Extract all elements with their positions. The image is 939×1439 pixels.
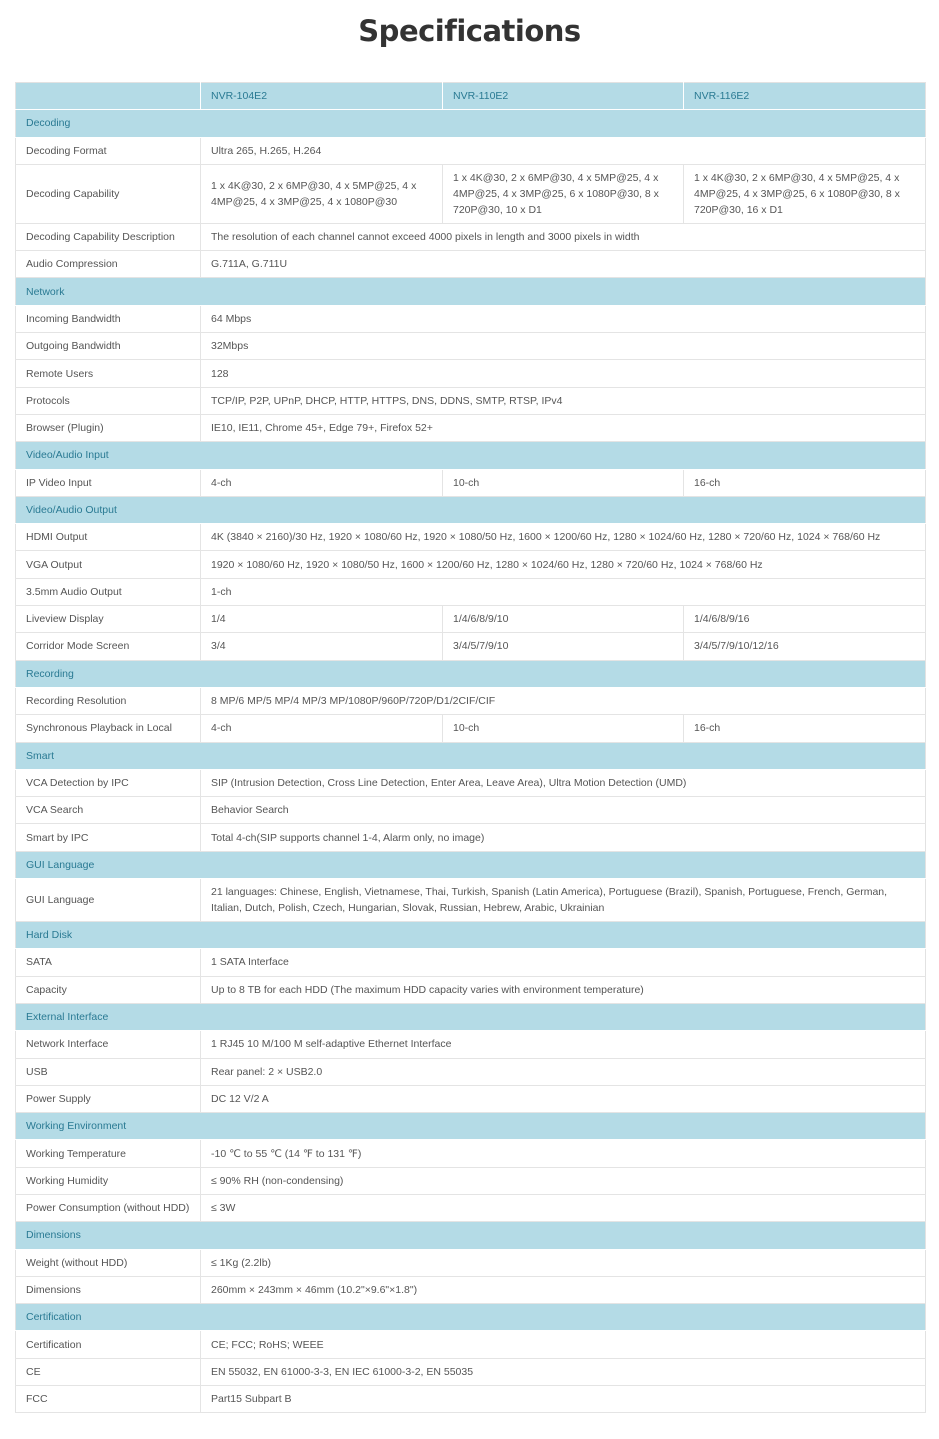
spec-label: Incoming Bandwidth bbox=[16, 305, 201, 332]
spec-row bbox=[16, 687, 926, 714]
spec-row bbox=[16, 387, 926, 414]
spec-row bbox=[16, 1140, 926, 1167]
section-header bbox=[16, 1003, 926, 1030]
spec-row bbox=[16, 976, 926, 1003]
section-title: Working Environment bbox=[16, 1113, 926, 1140]
spec-row bbox=[16, 578, 926, 605]
spec-label: Decoding Capability Description bbox=[16, 223, 201, 250]
spec-row bbox=[16, 1085, 926, 1112]
spec-label: Certification bbox=[16, 1331, 201, 1358]
spec-value: IE10, IE11, Chrome 45+, Edge 79+, Firefox 52+ bbox=[201, 414, 926, 441]
section-header bbox=[16, 110, 926, 137]
spec-value: CE; FCC; RoHS; WEEE bbox=[201, 1331, 926, 1358]
spec-value: G.711A, G.711U bbox=[201, 251, 926, 278]
spec-row bbox=[16, 524, 926, 551]
spec-label: Liveview Display bbox=[16, 606, 201, 633]
spec-label: Dimensions bbox=[16, 1276, 201, 1303]
section-title: Video/Audio Input bbox=[16, 442, 926, 469]
spec-value: 10-ch bbox=[443, 469, 684, 496]
spec-value: 1/4/6/8/9/16 bbox=[684, 606, 926, 633]
spec-label: FCC bbox=[16, 1386, 201, 1413]
section-title: Network bbox=[16, 278, 926, 305]
spec-row bbox=[16, 164, 926, 223]
spec-value: 4-ch bbox=[201, 715, 443, 742]
spec-value: Total 4-ch(SIP supports channel 1-4, Alarm only, no image) bbox=[201, 824, 926, 851]
section-header bbox=[16, 742, 926, 769]
section-header bbox=[16, 278, 926, 305]
spec-value: -10 ℃ to 55 ℃ (14 ℉ to 131 ℉) bbox=[201, 1140, 926, 1167]
section-header bbox=[16, 851, 926, 878]
spec-value: 1 x 4K@30, 2 x 6MP@30, 4 x 5MP@25, 4 x 4MP@25, 4 x 3MP@25, 6 x 1080P@30, 8 x 720P@30, 16 x D1 bbox=[684, 164, 926, 223]
spec-row bbox=[16, 137, 926, 164]
spec-table bbox=[15, 82, 926, 1413]
section-title: Certification bbox=[16, 1304, 926, 1331]
spec-label: VCA Detection by IPC bbox=[16, 769, 201, 796]
section-title: Dimensions bbox=[16, 1222, 926, 1249]
spec-row bbox=[16, 769, 926, 796]
spec-value: Up to 8 TB for each HDD (The maximum HDD capacity varies with environment temperature) bbox=[201, 976, 926, 1003]
spec-value: 32Mbps bbox=[201, 333, 926, 360]
spec-label: Outgoing Bandwidth bbox=[16, 333, 201, 360]
spec-row bbox=[16, 469, 926, 496]
spec-row bbox=[16, 1331, 926, 1358]
spec-value: DC 12 V/2 A bbox=[201, 1085, 926, 1112]
section-header bbox=[16, 1222, 926, 1249]
spec-row bbox=[16, 223, 926, 250]
spec-row bbox=[16, 1358, 926, 1385]
spec-row bbox=[16, 1194, 926, 1221]
spec-row bbox=[16, 797, 926, 824]
spec-value: 3/4 bbox=[201, 633, 443, 660]
section-title: Hard Disk bbox=[16, 922, 926, 949]
spec-row bbox=[16, 1031, 926, 1058]
model-header-row bbox=[16, 83, 926, 110]
spec-value: 10-ch bbox=[443, 715, 684, 742]
spec-label: VGA Output bbox=[16, 551, 201, 578]
section-header bbox=[16, 922, 926, 949]
spec-label: Recording Resolution bbox=[16, 687, 201, 714]
spec-value: Ultra 265, H.265, H.264 bbox=[201, 137, 926, 164]
spec-row bbox=[16, 305, 926, 332]
spec-value: ≤ 3W bbox=[201, 1194, 926, 1221]
spec-row bbox=[16, 1249, 926, 1276]
spec-value: 1-ch bbox=[201, 578, 926, 605]
spec-label: 3.5mm Audio Output bbox=[16, 578, 201, 605]
spec-value: Rear panel: 2 × USB2.0 bbox=[201, 1058, 926, 1085]
spec-label: Remote Users bbox=[16, 360, 201, 387]
spec-label: Power Consumption (without HDD) bbox=[16, 1194, 201, 1221]
spec-value: Behavior Search bbox=[201, 797, 926, 824]
spec-label: Working Humidity bbox=[16, 1167, 201, 1194]
model-name: NVR-110E2 bbox=[443, 83, 684, 110]
spec-value: 3/4/5/7/9/10/12/16 bbox=[684, 633, 926, 660]
spec-label: Capacity bbox=[16, 976, 201, 1003]
spec-label: Working Temperature bbox=[16, 1140, 201, 1167]
spec-row bbox=[16, 1167, 926, 1194]
spec-label: Protocols bbox=[16, 387, 201, 414]
spec-row bbox=[16, 824, 926, 851]
section-title: Recording bbox=[16, 660, 926, 687]
spec-label: Smart by IPC bbox=[16, 824, 201, 851]
spec-value: 1 x 4K@30, 2 x 6MP@30, 4 x 5MP@25, 4 x 4MP@25, 4 x 3MP@25, 6 x 1080P@30, 8 x 720P@30, 10 x D1 bbox=[443, 164, 684, 223]
spec-row bbox=[16, 551, 926, 578]
spec-label: IP Video Input bbox=[16, 469, 201, 496]
spec-value: ≤ 1Kg (2.2lb) bbox=[201, 1249, 926, 1276]
section-title: GUI Language bbox=[16, 851, 926, 878]
spec-value: 8 MP/6 MP/5 MP/4 MP/3 MP/1080P/960P/720P/D1/2CIF/CIF bbox=[201, 687, 926, 714]
spec-row bbox=[16, 1386, 926, 1413]
spec-value: 260mm × 243mm × 46mm (10.2"×9.6"×1.8") bbox=[201, 1276, 926, 1303]
page-title: Specifications bbox=[358, 14, 581, 48]
section-header bbox=[16, 1113, 926, 1140]
spec-label: Synchronous Playback in Local bbox=[16, 715, 201, 742]
section-title: Smart bbox=[16, 742, 926, 769]
model-name: NVR-116E2 bbox=[684, 83, 926, 110]
spec-value: ≤ 90% RH (non-condensing) bbox=[201, 1167, 926, 1194]
spec-label: GUI Language bbox=[16, 879, 201, 922]
spec-value: 1/4 bbox=[201, 606, 443, 633]
spec-value: 128 bbox=[201, 360, 926, 387]
spec-row bbox=[16, 879, 926, 922]
section-header bbox=[16, 442, 926, 469]
spec-label: CE bbox=[16, 1358, 201, 1385]
spec-value: 4-ch bbox=[201, 469, 443, 496]
section-header bbox=[16, 1304, 926, 1331]
spec-row bbox=[16, 414, 926, 441]
model-header-blank bbox=[16, 83, 201, 110]
model-name: NVR-104E2 bbox=[201, 83, 443, 110]
spec-value: 1/4/6/8/9/10 bbox=[443, 606, 684, 633]
section-title: External Interface bbox=[16, 1003, 926, 1030]
spec-value: 1920 × 1080/60 Hz, 1920 × 1080/50 Hz, 1600 × 1200/60 Hz, 1280 × 1024/60 Hz, 1280 × 720/60 Hz, 1024 × 768/60 Hz bbox=[201, 551, 926, 578]
section-title: Decoding bbox=[16, 110, 926, 137]
spec-value: 1 SATA Interface bbox=[201, 949, 926, 976]
spec-row bbox=[16, 606, 926, 633]
section-header bbox=[16, 660, 926, 687]
spec-row bbox=[16, 360, 926, 387]
section-header bbox=[16, 496, 926, 523]
spec-label: Decoding Format bbox=[16, 137, 201, 164]
spec-label: Weight (without HDD) bbox=[16, 1249, 201, 1276]
spec-value: 4K (3840 × 2160)/30 Hz, 1920 × 1080/60 Hz, 1920 × 1080/50 Hz, 1600 × 1200/60 Hz, 1280 × 1024/60 Hz, 1280 × 720/60 Hz, 1024 × 768/60 Hz bbox=[201, 524, 926, 551]
spec-value: SIP (Intrusion Detection, Cross Line Detection, Enter Area, Leave Area), Ultra Motion Detection (UMD) bbox=[201, 769, 926, 796]
spec-label: Browser (Plugin) bbox=[16, 414, 201, 441]
spec-row bbox=[16, 633, 926, 660]
spec-row bbox=[16, 715, 926, 742]
spec-value: TCP/IP, P2P, UPnP, DHCP, HTTP, HTTPS, DNS, DDNS, SMTP, RTSP, IPv4 bbox=[201, 387, 926, 414]
spec-value: Part15 Subpart B bbox=[201, 1386, 926, 1413]
spec-row bbox=[16, 1276, 926, 1303]
spec-value: 21 languages: Chinese, English, Vietnamese, Thai, Turkish, Spanish (Latin America), Portuguese (Brazil), Spanish, Portuguese, French, German, Italian, Dutch, Polish, Czech, Hungarian, Slovak, Russian, Hebrew, Arabic, Ukrainian bbox=[201, 879, 926, 922]
spec-label: Corridor Mode Screen bbox=[16, 633, 201, 660]
spec-value: 3/4/5/7/9/10 bbox=[443, 633, 684, 660]
spec-label: USB bbox=[16, 1058, 201, 1085]
spec-row bbox=[16, 333, 926, 360]
spec-value: EN 55032, EN 61000-3-3, EN IEC 61000-3-2, EN 55035 bbox=[201, 1358, 926, 1385]
spec-label: SATA bbox=[16, 949, 201, 976]
section-title: Video/Audio Output bbox=[16, 496, 926, 523]
spec-value: 16-ch bbox=[684, 715, 926, 742]
spec-row bbox=[16, 949, 926, 976]
spec-value: 16-ch bbox=[684, 469, 926, 496]
spec-table-body bbox=[16, 83, 926, 1413]
spec-value: 1 RJ45 10 M/100 M self-adaptive Ethernet Interface bbox=[201, 1031, 926, 1058]
spec-row bbox=[16, 1058, 926, 1085]
spec-value: The resolution of each channel cannot exceed 4000 pixels in length and 3000 pixels in width bbox=[201, 223, 926, 250]
spec-row bbox=[16, 251, 926, 278]
spec-label: Power Supply bbox=[16, 1085, 201, 1112]
spec-value: 64 Mbps bbox=[201, 305, 926, 332]
spec-label: Decoding Capability bbox=[16, 164, 201, 223]
spec-label: VCA Search bbox=[16, 797, 201, 824]
spec-label: HDMI Output bbox=[16, 524, 201, 551]
spec-label: Network Interface bbox=[16, 1031, 201, 1058]
spec-value: 1 x 4K@30, 2 x 6MP@30, 4 x 5MP@25, 4 x 4MP@25, 4 x 3MP@25, 4 x 1080P@30 bbox=[201, 164, 443, 223]
spec-label: Audio Compression bbox=[16, 251, 201, 278]
